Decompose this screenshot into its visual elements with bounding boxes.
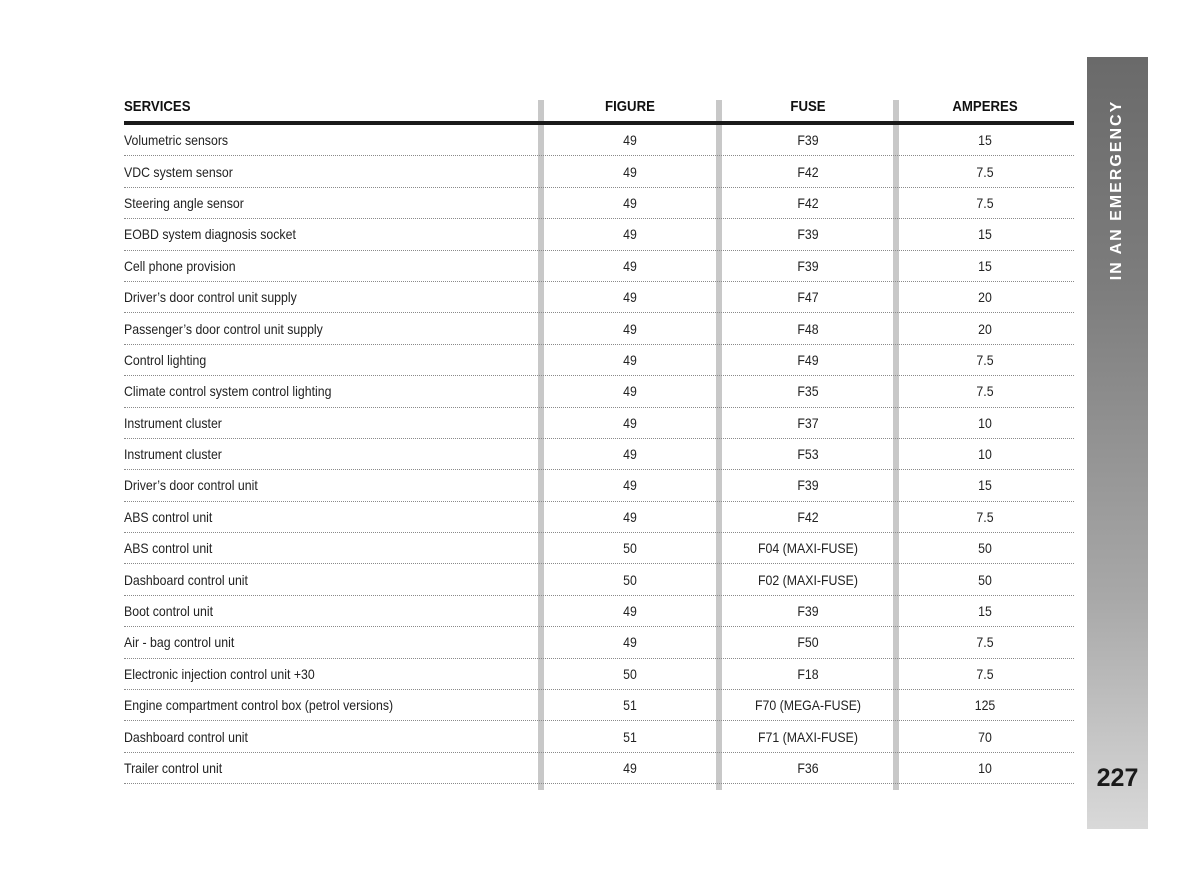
amperes-cell: 15 <box>978 603 992 620</box>
fuse-cell: F71 (MAXI-FUSE) <box>758 728 858 745</box>
amperes-cell: 7.5 <box>976 194 994 211</box>
service-cell: Driver’s door control unit <box>124 477 258 494</box>
amperes-cell: 125 <box>974 697 996 714</box>
figure-cell: 49 <box>623 634 637 651</box>
table-row <box>124 376 1074 407</box>
table-row <box>124 721 1074 752</box>
service-cell: Boot control unit <box>124 603 214 620</box>
table-row <box>124 470 1074 501</box>
table-header <box>124 92 1074 125</box>
figure-cell: 49 <box>623 257 637 274</box>
table-row <box>124 627 1074 658</box>
table-row <box>124 313 1074 344</box>
header-services: SERVICES <box>124 98 191 115</box>
amperes-cell: 15 <box>978 257 992 274</box>
amperes-cell: 15 <box>978 132 992 149</box>
table-row <box>124 188 1074 219</box>
service-cell: VDC system sensor <box>124 163 233 180</box>
service-cell: Engine compartment control box (petrol versions) <box>124 697 394 714</box>
service-cell: Climate control system control lighting <box>124 383 332 400</box>
page-number: 227 <box>1096 764 1139 792</box>
fuse-cell: F39 <box>797 603 819 620</box>
amperes-cell: 10 <box>978 414 992 431</box>
table-row <box>124 156 1074 187</box>
fuse-cell: F50 <box>797 634 819 651</box>
amperes-cell: 70 <box>978 728 992 745</box>
figure-cell: 50 <box>623 665 637 682</box>
header-amperes: AMPERES <box>952 98 1018 115</box>
amperes-cell: 10 <box>978 760 992 776</box>
table-row <box>124 219 1074 250</box>
service-cell: Volumetric sensors <box>124 132 229 149</box>
figure-cell: 49 <box>623 603 637 620</box>
service-cell: Cell phone provision <box>124 257 236 274</box>
service-cell: Driver’s door control unit supply <box>124 289 297 306</box>
fuse-cell: F42 <box>797 163 819 180</box>
table-row <box>124 502 1074 533</box>
fuse-cell: F39 <box>797 477 819 494</box>
fuse-cell: F02 (MAXI-FUSE) <box>758 571 858 588</box>
service-cell: Dashboard control unit <box>124 728 248 745</box>
service-cell: Passenger’s door control unit supply <box>124 320 323 337</box>
amperes-cell: 20 <box>978 320 992 337</box>
table-row <box>124 439 1074 470</box>
table-row <box>124 564 1074 595</box>
service-cell: ABS control unit <box>124 540 213 557</box>
service-cell: Electronic injection control unit +30 <box>124 665 315 682</box>
fuse-cell: F42 <box>797 508 819 525</box>
figure-cell: 51 <box>623 697 637 714</box>
table-body <box>124 125 1074 784</box>
fuse-cell: F70 (MEGA-FUSE) <box>754 697 862 714</box>
table-row <box>124 659 1074 690</box>
fuse-cell: F18 <box>797 665 819 682</box>
service-cell: Instrument cluster <box>124 414 222 431</box>
figure-cell: 49 <box>623 289 637 306</box>
fuse-cell: F47 <box>797 289 819 306</box>
figure-cell: 49 <box>623 194 637 211</box>
amperes-cell: 15 <box>978 226 992 243</box>
amperes-cell: 20 <box>978 289 992 306</box>
table-row <box>124 533 1074 564</box>
service-cell: Instrument cluster <box>124 446 222 463</box>
table-row <box>124 596 1074 627</box>
service-cell: Control lighting <box>124 351 207 368</box>
figure-cell: 49 <box>623 477 637 494</box>
figure-cell: 49 <box>623 226 637 243</box>
figure-cell: 49 <box>623 383 637 400</box>
amperes-cell: 7.5 <box>976 383 994 400</box>
figure-cell: 49 <box>623 320 637 337</box>
amperes-cell: 50 <box>978 540 992 557</box>
table-row <box>124 345 1074 376</box>
table-row <box>124 251 1074 282</box>
fuse-cell: F36 <box>797 760 819 776</box>
table-row <box>124 690 1074 721</box>
service-cell: Steering angle sensor <box>124 194 244 211</box>
fuse-cell: F48 <box>797 320 819 337</box>
amperes-cell: 7.5 <box>976 665 994 682</box>
figure-cell: 49 <box>623 414 637 431</box>
fuse-cell: F04 (MAXI-FUSE) <box>758 540 858 557</box>
fuse-cell: F53 <box>797 446 819 463</box>
figure-cell: 51 <box>623 728 637 745</box>
service-cell: ABS control unit <box>124 508 213 525</box>
figure-cell: 49 <box>623 508 637 525</box>
amperes-cell: 15 <box>978 477 992 494</box>
fuse-cell: F49 <box>797 351 819 368</box>
fuse-cell: F35 <box>797 383 819 400</box>
figure-cell: 49 <box>623 132 637 149</box>
fuse-cell: F42 <box>797 194 819 211</box>
table-row <box>124 282 1074 313</box>
figure-cell: 49 <box>623 446 637 463</box>
service-cell: Air - bag control unit <box>124 634 235 651</box>
amperes-cell: 7.5 <box>976 163 994 180</box>
fuse-cell: F37 <box>797 414 819 431</box>
service-cell: Trailer control unit <box>124 760 223 776</box>
figure-cell: 49 <box>623 163 637 180</box>
figure-cell: 50 <box>623 571 637 588</box>
amperes-cell: 10 <box>978 446 992 463</box>
header-figure: FIGURE <box>605 98 655 115</box>
side-tab-title: IN AN EMERGENCY <box>1108 99 1125 281</box>
service-cell: EOBD system diagnosis socket <box>124 226 296 243</box>
figure-cell: 50 <box>623 540 637 557</box>
figure-cell: 49 <box>623 351 637 368</box>
fuse-cell: F39 <box>797 226 819 243</box>
amperes-cell: 7.5 <box>976 351 994 368</box>
fuse-cell: F39 <box>797 257 819 274</box>
fuse-table <box>124 92 1074 784</box>
table-row <box>124 125 1074 156</box>
table-row <box>124 408 1074 439</box>
amperes-cell: 7.5 <box>976 508 994 525</box>
figure-cell: 49 <box>623 760 637 776</box>
fuse-cell: F39 <box>797 132 819 149</box>
service-cell: Dashboard control unit <box>124 571 248 588</box>
table-row <box>124 753 1074 784</box>
amperes-cell: 7.5 <box>976 634 994 651</box>
amperes-cell: 50 <box>978 571 992 588</box>
header-fuse: FUSE <box>790 98 826 115</box>
